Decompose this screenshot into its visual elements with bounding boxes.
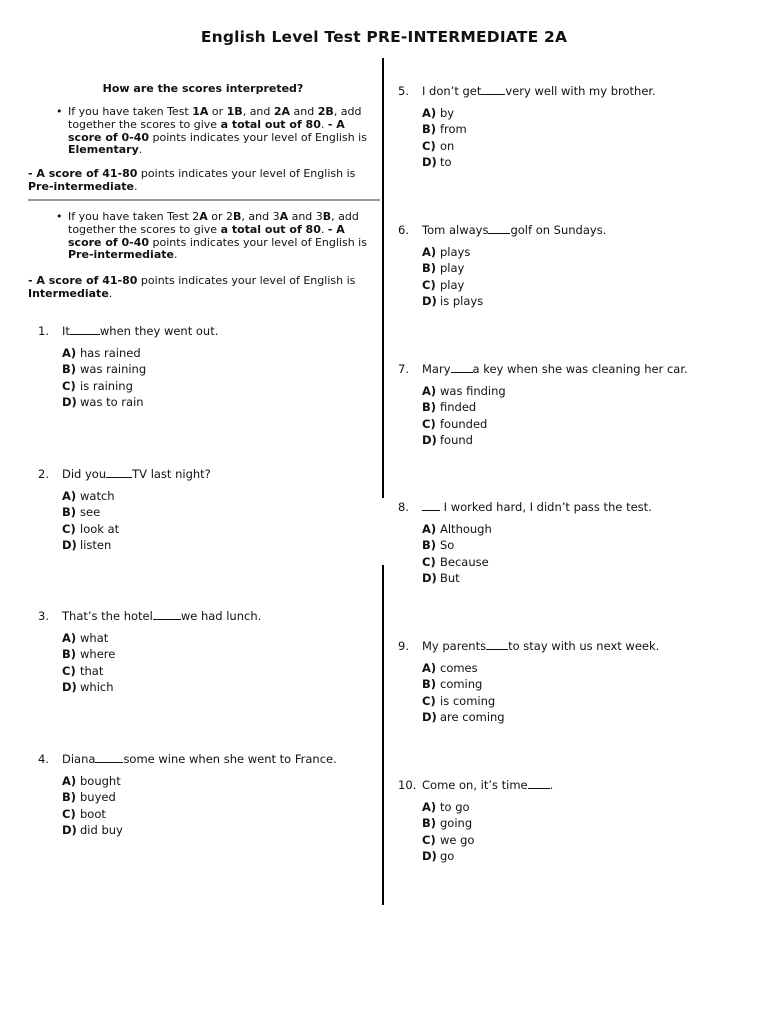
- answer-options: [62, 774, 337, 839]
- question-text-before: Tom always: [422, 223, 489, 237]
- text-run: .: [133, 179, 138, 193]
- option-letter: A): [422, 522, 437, 536]
- answer-options: [62, 631, 261, 696]
- bold-text: 2A: [273, 105, 291, 118]
- answer-option: [62, 790, 337, 806]
- answer-option: [422, 694, 659, 710]
- answer-option: [422, 522, 652, 538]
- question-stem: [398, 223, 606, 237]
- question-stem: [398, 362, 688, 376]
- option-text: So: [440, 538, 455, 553]
- question-7: [398, 362, 688, 449]
- question-number: 4.: [38, 752, 49, 766]
- answer-blank: [488, 223, 510, 234]
- answer-option: [422, 139, 656, 155]
- answer-option: [62, 664, 261, 680]
- option-text: from: [440, 122, 467, 137]
- answer-option: [422, 245, 606, 261]
- option-letter: B): [62, 362, 77, 377]
- text-run: .: [108, 286, 113, 300]
- question-text-after: some wine when she went to France.: [123, 752, 337, 766]
- question-4: [38, 752, 337, 839]
- option-text: going: [440, 816, 473, 831]
- question-number: 5.: [398, 84, 409, 98]
- answer-option: [62, 631, 261, 647]
- option-text: to go: [440, 800, 470, 814]
- question-number: 6.: [398, 223, 409, 237]
- answer-options: [62, 346, 218, 411]
- option-text: which: [80, 679, 114, 694]
- option-text: by: [440, 106, 455, 120]
- option-letter: A): [62, 346, 77, 360]
- answer-blank: [528, 778, 550, 789]
- option-letter: C): [62, 663, 76, 678]
- answer-option: [422, 106, 656, 122]
- answer-option: [422, 400, 688, 416]
- option-letter: C): [422, 138, 436, 153]
- score-note-2: [28, 275, 378, 301]
- option-letter: A): [422, 106, 437, 120]
- answer-option: [62, 505, 211, 521]
- bold-text: A: [279, 210, 289, 223]
- option-text: what: [80, 631, 109, 645]
- option-letter: A): [422, 661, 437, 675]
- question-stem: [398, 639, 659, 653]
- option-letter: B): [62, 790, 77, 805]
- option-text: But: [440, 570, 460, 585]
- question-text-after: when they went out.: [99, 324, 219, 338]
- text-run: points indicates your level of English is: [149, 235, 367, 249]
- option-text: play: [440, 261, 465, 276]
- option-letter: B): [422, 816, 437, 831]
- text-run: , and: [242, 105, 274, 118]
- question-text-after: TV last night?: [132, 467, 211, 481]
- text-run: , add together the scores to give: [68, 210, 359, 236]
- question-text-after: I worked hard, I didn’t pass the test.: [440, 500, 652, 514]
- bold-text: 2B: [317, 105, 334, 118]
- option-letter: D): [62, 394, 77, 409]
- bullet-dot-icon: •: [56, 105, 63, 118]
- answer-blank: [486, 639, 508, 650]
- text-run: .: [320, 222, 328, 236]
- option-text: was raining: [80, 362, 147, 377]
- answer-blank: [153, 609, 181, 620]
- question-text-before: That’s the hotel: [62, 609, 153, 623]
- option-letter: B): [422, 122, 437, 137]
- text-run: or 2: [207, 210, 233, 223]
- bold-text: B: [233, 210, 242, 223]
- option-letter: C): [422, 277, 436, 292]
- option-text: look at: [80, 521, 120, 536]
- info-bullet-2: [58, 211, 378, 262]
- answer-option: [62, 823, 337, 839]
- option-letter: B): [62, 505, 77, 520]
- answer-option: [62, 379, 218, 395]
- option-letter: C): [422, 554, 436, 569]
- answer-option: [422, 849, 553, 865]
- option-letter: C): [62, 521, 76, 536]
- answer-option: [422, 538, 652, 554]
- bold-text: 1B: [226, 105, 243, 118]
- answer-option: [422, 278, 606, 294]
- answer-option: [422, 384, 688, 400]
- option-letter: D): [62, 822, 77, 837]
- option-letter: D): [62, 537, 77, 552]
- option-letter: C): [422, 693, 436, 708]
- answer-option: [62, 395, 218, 411]
- scores-heading: How are the scores interpreted?: [102, 82, 304, 95]
- answer-option: [422, 800, 553, 816]
- text-run: If you have taken Test: [68, 105, 193, 118]
- option-text: watch: [80, 489, 115, 503]
- info-bullet-2-text: [68, 211, 378, 262]
- answer-options: [422, 800, 553, 865]
- answer-option: [422, 816, 553, 832]
- question-number: 2.: [38, 467, 49, 481]
- option-letter: B): [62, 647, 77, 662]
- option-text: see: [80, 505, 101, 520]
- answer-option: [62, 774, 337, 790]
- bold-text: Intermediate: [28, 286, 109, 300]
- text-run: points indicates your level of English is: [137, 274, 356, 287]
- option-text: finded: [440, 400, 477, 415]
- answer-option: [422, 833, 553, 849]
- question-number: 9.: [398, 639, 409, 653]
- option-text: founded: [440, 416, 488, 431]
- option-text: that: [80, 663, 104, 678]
- text-run: or: [208, 105, 227, 118]
- option-text: go: [440, 848, 455, 863]
- score-note-1: [28, 168, 378, 194]
- bold-text: a total out of 80: [220, 117, 321, 131]
- option-letter: A): [422, 245, 437, 259]
- question-number: 1.: [38, 324, 49, 338]
- question-text-before: Mary: [422, 362, 451, 376]
- bold-text: A: [199, 210, 208, 223]
- question-text-before: I don’t get: [422, 84, 482, 98]
- bold-text: 1A: [192, 105, 209, 118]
- option-letter: D): [422, 848, 437, 863]
- option-text: Because: [440, 554, 489, 569]
- answer-blank: [70, 324, 100, 335]
- answer-option: [62, 807, 337, 823]
- option-letter: A): [62, 774, 77, 788]
- question-number: 10.: [398, 778, 417, 792]
- bold-text: a total out of 80: [220, 222, 321, 236]
- option-letter: C): [422, 832, 436, 847]
- question-text-after: .: [549, 778, 554, 792]
- column-divider-bottom: [382, 565, 384, 905]
- option-letter: C): [62, 806, 76, 821]
- option-text: comes: [440, 661, 478, 675]
- answer-option: [422, 261, 606, 277]
- text-run: .: [138, 143, 143, 157]
- question-text-before: Did you: [62, 467, 107, 481]
- question-text-before: It: [62, 324, 70, 338]
- option-letter: B): [422, 677, 437, 692]
- bold-text: Elementary: [68, 143, 139, 157]
- answer-options: [422, 384, 688, 449]
- bold-text: - A score of 0-40: [68, 222, 345, 249]
- option-letter: D): [422, 293, 437, 308]
- question-stem: [398, 84, 656, 98]
- option-letter: B): [422, 538, 437, 553]
- question-1: [38, 324, 218, 411]
- answer-option: [422, 710, 659, 726]
- bold-text: Pre-intermediate: [68, 248, 174, 262]
- answer-options: [422, 245, 606, 310]
- question-text-before: Come on, it’s time: [422, 778, 528, 792]
- option-text: to: [440, 154, 452, 169]
- info-bullet-1-text: [68, 106, 378, 157]
- answer-blank: [106, 467, 132, 478]
- bold-text: B: [322, 210, 332, 223]
- question-text-before: My parents: [422, 639, 487, 653]
- answer-option: [62, 362, 218, 378]
- answer-options: [422, 106, 656, 171]
- answer-options: [422, 661, 659, 726]
- answer-option: [62, 647, 261, 663]
- option-text: did buy: [80, 822, 123, 837]
- question-number: 8.: [398, 500, 409, 514]
- bold-text: - A score of 41-80: [28, 167, 138, 180]
- question-8: [398, 500, 652, 587]
- answer-option: [422, 417, 688, 433]
- option-letter: A): [62, 489, 77, 503]
- question-text-after: a key when she was cleaning her car.: [472, 362, 688, 376]
- answer-option: [422, 433, 688, 449]
- text-run: , and 3: [241, 210, 280, 223]
- option-text: boot: [80, 806, 106, 821]
- question-3: [38, 609, 261, 696]
- option-text: are coming: [440, 709, 505, 724]
- option-letter: D): [422, 570, 437, 585]
- question-stem: [398, 778, 553, 792]
- answer-blank: [95, 752, 123, 763]
- answer-blank: [451, 362, 473, 373]
- answer-option: [422, 294, 606, 310]
- option-text: bought: [80, 774, 121, 788]
- question-stem: [38, 752, 337, 766]
- question-text-after: to stay with us next week.: [508, 639, 660, 653]
- option-letter: C): [62, 378, 76, 393]
- answer-option: [62, 522, 211, 538]
- answer-option: [422, 155, 656, 171]
- option-letter: A): [422, 384, 437, 398]
- column-divider-top: [382, 58, 384, 498]
- option-letter: D): [422, 154, 437, 169]
- answer-option: [62, 538, 211, 554]
- info-bullet-1: [58, 106, 378, 157]
- question-number: 7.: [398, 362, 409, 376]
- option-text: listen: [80, 537, 112, 552]
- option-text: plays: [440, 245, 471, 259]
- option-text: buyed: [80, 790, 116, 805]
- answer-blank: [422, 500, 440, 511]
- text-run: .: [320, 117, 328, 131]
- answer-option: [422, 571, 652, 587]
- question-number: 3.: [38, 609, 49, 623]
- answer-option: [62, 489, 211, 505]
- option-text: we go: [440, 832, 475, 847]
- option-text: coming: [440, 677, 483, 692]
- option-letter: C): [422, 416, 436, 431]
- answer-option: [422, 677, 659, 693]
- option-text: is raining: [80, 378, 133, 393]
- option-text: where: [80, 647, 116, 662]
- option-text: on: [440, 138, 455, 153]
- question-10: [398, 778, 553, 865]
- text-run: points indicates your level of English is: [137, 167, 356, 180]
- text-run: and 3: [288, 210, 323, 223]
- answer-options: [62, 489, 211, 554]
- question-text-before: Diana: [62, 752, 96, 766]
- text-run: points indicates your level of English is: [149, 130, 367, 144]
- option-text: Although: [440, 522, 492, 536]
- answer-option: [422, 661, 659, 677]
- answer-options: [422, 522, 652, 587]
- bold-text: Pre-intermediate: [28, 179, 134, 193]
- question-stem: [38, 609, 261, 623]
- question-text-after: golf on Sundays.: [510, 223, 607, 237]
- text-run: If you have taken Test 2: [68, 210, 200, 223]
- question-9: [398, 639, 659, 726]
- option-text: was to rain: [80, 394, 144, 409]
- option-text: was finding: [440, 384, 506, 398]
- option-text: found: [440, 432, 473, 447]
- option-letter: D): [62, 679, 77, 694]
- section-separator: [28, 199, 380, 201]
- question-text-after: we had lunch.: [180, 609, 262, 623]
- option-text: play: [440, 277, 465, 292]
- option-text: is coming: [440, 693, 496, 708]
- option-letter: B): [422, 400, 437, 415]
- option-letter: A): [422, 800, 437, 814]
- option-letter: A): [62, 631, 77, 645]
- question-stem: [398, 500, 652, 514]
- option-text: is plays: [440, 293, 484, 308]
- bullet-dot-icon: •: [56, 210, 63, 223]
- question-stem: [38, 467, 211, 481]
- answer-option: [62, 346, 218, 362]
- answer-blank: [481, 84, 505, 95]
- option-letter: B): [422, 261, 437, 276]
- answer-option: [422, 555, 652, 571]
- page-title: English Level Test PRE-INTERMEDIATE 2A: [200, 28, 568, 46]
- option-letter: D): [422, 432, 437, 447]
- answer-option: [62, 680, 261, 696]
- text-run: and: [290, 105, 318, 118]
- question-stem: [38, 324, 218, 338]
- question-2: [38, 467, 211, 554]
- question-6: [398, 223, 606, 310]
- question-text-after: very well with my brother.: [505, 84, 656, 98]
- option-letter: D): [422, 709, 437, 724]
- text-run: , add together the scores to give: [68, 105, 362, 131]
- answer-option: [422, 122, 656, 138]
- question-5: [398, 84, 656, 171]
- text-run: .: [173, 248, 178, 262]
- bold-text: - A score of 0-40: [68, 117, 345, 144]
- option-text: has rained: [80, 346, 141, 360]
- bold-text: - A score of 41-80: [28, 274, 138, 287]
